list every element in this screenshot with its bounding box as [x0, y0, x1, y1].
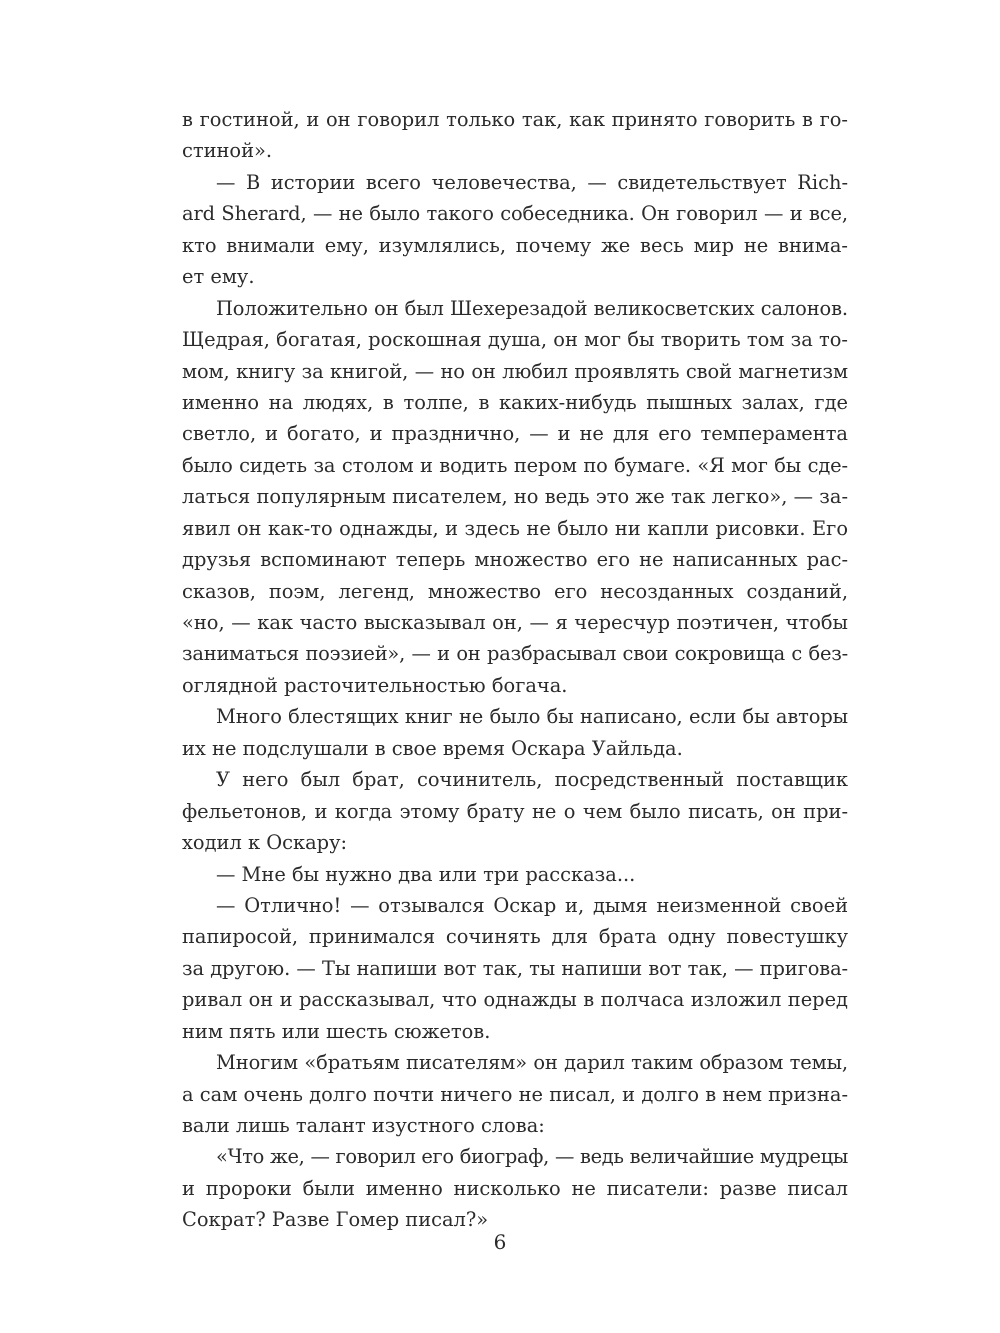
- text-line: Много блестящих книг не было бы написано, если бы авторы: [216, 705, 848, 729]
- text-line: ard Sherard, — не было такого собеседника. Он говорил — и все,: [182, 202, 848, 226]
- text-line: и пророки были именно нисколько не писатели: разве писал: [182, 1176, 848, 1200]
- text-line: — Отлично! — отзывался Оскар и, дымя неизменной своей: [216, 893, 848, 917]
- text-line: именно на людях, в толпе, в каких-нибудь пышных залах, где: [182, 390, 848, 414]
- text-line: «Что же, — говорил его биограф, — ведь величайшие мудрецы: [216, 1145, 848, 1169]
- text-line: Сократ? Разве Гомер писал?»: [182, 1208, 489, 1232]
- text-line: заниматься поэзией», — и он разбрасывал свои сокровища с без-: [182, 642, 848, 666]
- text-line: — В истории всего человечества, — свидетельствует Rich-: [216, 170, 848, 194]
- text-line: «но, — как часто высказывал он, — я чересчур поэтичен, чтобы: [182, 611, 848, 634]
- body-text: [182, 104, 848, 1236]
- text-line: ет ему.: [182, 265, 255, 289]
- text-line: вали лишь талант изустного слова:: [182, 1114, 545, 1137]
- text-line: явил он как-то однажды, и здесь не было ни капли рисовки. Его: [182, 516, 848, 540]
- text-line: ходил к Оскару:: [182, 831, 348, 855]
- text-line: ним пять или шесть сюжетов.: [182, 1019, 491, 1043]
- text-line: латься популярным писателем, но ведь это же так легко», — за-: [182, 485, 848, 509]
- text-line: за другою. — Ты напиши вот так, ты напиши вот так, — пригова-: [182, 956, 848, 980]
- text-line: Многим «братьям писателям» он дарил таким образом темы,: [216, 1051, 848, 1075]
- text-line: папиросой, принимался сочинять для брата одну повестушку: [182, 925, 848, 949]
- text-line: сказов, поэм, легенд, множество его несозданных созданий,: [182, 579, 848, 603]
- text-line: стиной».: [182, 139, 273, 163]
- text-line: а сам очень долго почти ничего не писал, и долго в нем призна-: [182, 1082, 848, 1106]
- text-line: было сидеть за столом и водить пером по бумаге. «Я мог бы сде-: [182, 453, 848, 477]
- text-line: кто внимали ему, изумлялись, почему же весь мир не внима-: [182, 233, 848, 257]
- text-line: друзья вспоминают теперь множество его не написанных рас-: [182, 548, 848, 572]
- text-line: мом, книгу за книгой, — но он любил проявлять свой магнетизм: [182, 359, 848, 383]
- text-line: — Мне бы нужно два или три рассказа...: [216, 862, 636, 886]
- text-line: фельетонов, и когда этому брату не о чем было писать, он при-: [182, 799, 848, 823]
- text-line: У него был брат, сочинитель, посредственный поставщик: [216, 768, 848, 792]
- text-line: в гостиной, и он говорил только так, как принято говорить в го-: [182, 108, 848, 131]
- text-line: их не подслушали в свое время Оскара Уайльда.: [182, 736, 683, 760]
- text-line: светло, и богато, и празднично, — и не для его темперамента: [182, 422, 848, 446]
- text-line: ривал он и рассказывал, что однажды в полчаса изложил перед: [182, 988, 848, 1012]
- text-line: оглядной расточительностью богача.: [182, 673, 568, 697]
- page-number: 6: [493, 1230, 507, 1254]
- text-line: Щедрая, богатая, роскошная душа, он мог бы творить том за то-: [182, 328, 848, 352]
- text-line: Положительно он был Шехерезадой великосветских салонов.: [216, 296, 848, 320]
